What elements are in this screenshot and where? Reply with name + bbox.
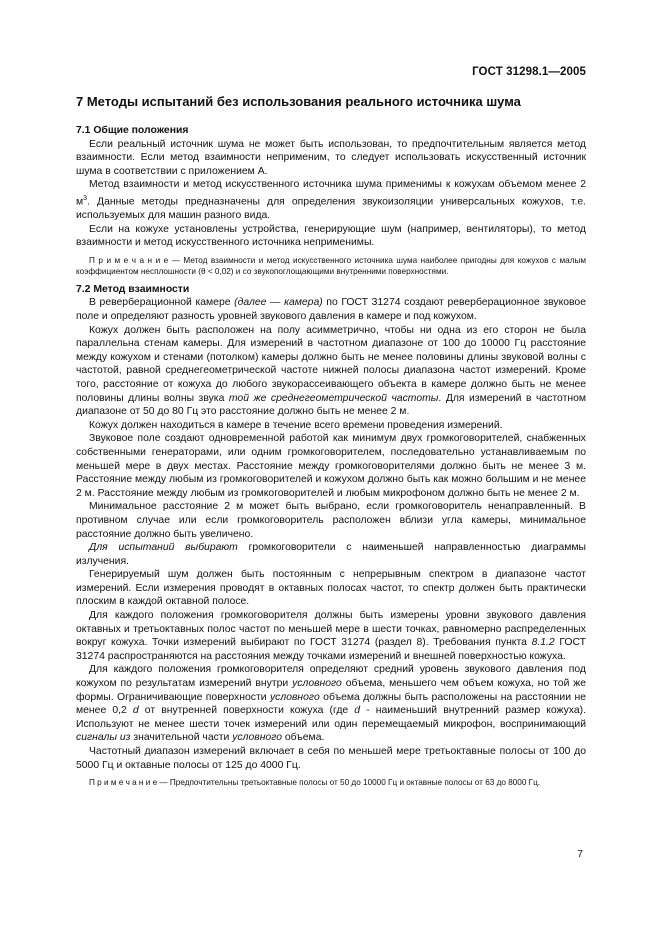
subsection-7-1-title: 7.1 Общие положения (76, 125, 189, 136)
note-text: — Метод взаимности и метод искусственного источника шума наиболее пригодны для кожухов с малым коэффициентом несплошности (θ < 0,02) и со звукопоглощающими внутренними поверхностями. (76, 255, 586, 277)
italic-run: условного (292, 678, 342, 690)
paragraph (76, 609, 586, 663)
text-run: объема, меньшего чем объем кожуха, но той же формы. Ограничивающие поверхности (76, 678, 587, 703)
paragraph (76, 178, 586, 222)
note-text: — Предпочтительны третьоктавные полосы от 50 до 10000 Гц и октавные полосы от 63 до 8000 Гц. (157, 778, 541, 788)
page-number: 7 (577, 849, 583, 860)
italic-run: 8.1.2 (531, 637, 555, 649)
paragraph (76, 541, 586, 568)
text-run: от внутренней поверхности кожуха (где (138, 705, 355, 717)
paragraph: Генерируемый шум должен быть постоянным с непрерывным спектром в диапазоне частот измерений. Если измерения проводят в октавных полосах частот, то спектр должен быть практически плоским в каждой октавной полосе. (76, 569, 586, 608)
text-run: - наименьший внутренний размер кожуха). Используют не менее шести точек измерений или один перемещаемый микрофон, воспринимающий (76, 705, 587, 730)
subsection-7-2-title: 7.2 Метод взаимности (76, 283, 190, 295)
paragraph: Если на кожухе установлены устройства, генерирующие шум (например, вентиляторы), то метод взаимности и метод искусственного источника неприменимы. (76, 223, 586, 249)
text-run: . Данные методы предназначены для определения звукоизоляции универсальных кожухов, т.е. используемых для машин разного вида. (76, 196, 586, 222)
text-run: В реверберационной камере (89, 297, 235, 309)
text-run: объема. (282, 732, 325, 744)
text-run: по ГОСТ 31274 создают реверберационное звуковое поле и определяют разность уровней звукового давления в камере и под кожухом. (76, 297, 586, 322)
note-label: П р и м е ч а н и е (89, 778, 158, 788)
note (76, 777, 586, 789)
paragraph (76, 324, 586, 419)
paragraph (76, 296, 586, 323)
standard-header: ГОСТ 31298.1—2005 (472, 66, 586, 78)
text-run: громкоговорители с наименьшей направленностью диаграммы излучения. (76, 542, 586, 567)
superscript: 3 (83, 194, 88, 202)
text-run: Кожух должен быть расположен на полу асимметрично, чтобы ни одна из его сторон не была параллельна стенам камеры. Для измерений в частотном диапазоне от 100 до 10000 Гц расстояние между кожухом и стенами (потолком) камеры должно быть не менее половины длины звуковой волны с частотой, равной среднегеометрической частоте нижней полосы диапазона частот измерений. Кроме того, расстояние от кожуха до любого звукорассеивающего объекта в камере должно быть не менее половины длины волны звука (76, 324, 586, 404)
paragraph: Если реальный источник шума не может быть использован, то предпочтительным является метод взаимности. Если метод взаимности неприменим, то следует использовать искусственный источник шума в соответствии с приложением А. (76, 138, 586, 177)
paragraph: Звуковое поле создают одновременной работой как минимум двух громкоговорителей, снабженных собственными генераторами, или одним громкоговорителем, последовательно устанавливаемым по меньшей мере в двух местах. Расстояние между громкоговорителями должно быть не менее 3 м. Расстояние между любым из громкоговорителей и кожухом должно быть как можно большим и не менее 2 м. Расстояние между любым из громкоговорителей и любым микрофоном должно быть не менее 2 м. (76, 433, 586, 499)
page-content (76, 94, 586, 789)
italic-run: Для испытаний выбирают (89, 542, 238, 554)
text-run: значительной части (130, 732, 233, 744)
text-run: ГОСТ 31274 распространяются на расстояния между точками измерений и внешней поверхностью кожуха. (76, 637, 586, 662)
text-run: Для каждого положения громкоговорителя должны быть измерены уровни звукового давления октавных и третьоктавных полос частот по меньшей мере в шести точках, равномерно распределенных вокруг кожуха. Точки измерений выбирают по ГОСТ 31274 (раздел 8). Требования пункта (76, 610, 586, 649)
italic-run: d (354, 705, 361, 717)
text-run: . Для измерений в частотном диапазоне от 50 до 80 Гц это расстояние должно быть не менее 2 м. (76, 392, 586, 418)
paragraph: Кожух должен находиться в камере в течение всего времени проведения измерений. (89, 419, 503, 431)
italic-run: условного (232, 732, 282, 744)
text-run: Для каждого положения громкоговорителя определяют средний уровень звукового давления под кожухом по результатам измерений внутри (76, 664, 586, 690)
note (76, 255, 586, 278)
section-title: 7 Методы испытаний без использования реального источника шума (76, 94, 521, 109)
text-run: Метод взаимности и метод искусственного источника шума применимы к кожухам объемом менее 2 м (76, 179, 586, 208)
note-label: П р и м е ч а н и е (89, 255, 169, 265)
italic-run: сигналы из (76, 732, 131, 744)
paragraph (76, 663, 586, 745)
text-run: объема должны быть расположены на расстоянии не менее 0,2 (76, 691, 586, 717)
italic-run: условного (269, 691, 320, 703)
italic-run: той же среднегеометрической частоты (228, 392, 439, 404)
italic-run: (далее — камера) (234, 297, 323, 309)
paragraph: Минимальное расстояние 2 м может быть выбрано, если громкоговоритель ненаправленный. В противном случае или если громкоговоритель расположен вблизи угла камеры, минимальное расстояние должно быть увеличено. (76, 501, 586, 540)
paragraph: Частотный диапазон измерений включает в себя по меньшей мере третьоктавные полосы от 100 до 5000 Гц и октавные полосы от 125 до 4000 Гц. (76, 746, 586, 771)
italic-run: d (132, 705, 139, 717)
